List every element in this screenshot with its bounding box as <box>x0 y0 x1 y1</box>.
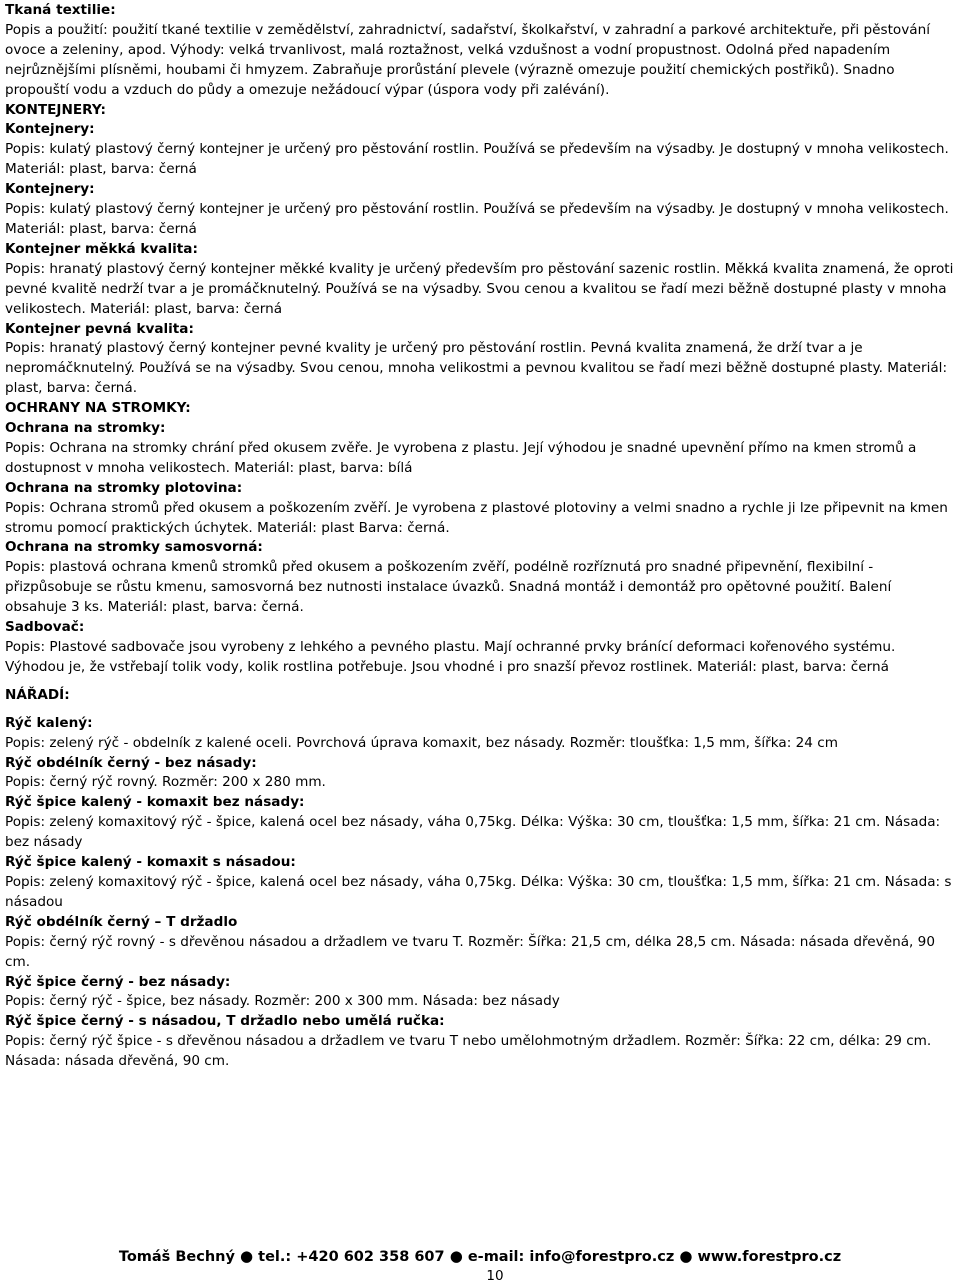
section-heading: OCHRANY NA STROMKY: <box>5 400 191 417</box>
item-description: Popis: hranatý plastový černý kontejner měkké kvality je určený především pro pěstování sazenic rostlin. Měkká kvalita znamená, že oproti pevné kvalitě nedrží tvar a je promáčknutelný. Používá se na výsadby. Svou cenou a kvalitou se řadí mezi běžně dostupné plasty v mnoha velikostech. Materiál: plast, barva: černá <box>5 260 954 317</box>
item-description: Popis: černý rýč rovný - s dřevěnou násadou a držadlem ve tvaru T. Rozměr: Šířka: 21,5 cm, délka 28,5 cm. Násada: násada dřevěná, 90 cm. <box>5 933 935 970</box>
spacer <box>5 706 957 714</box>
item-description: Popis: zelený komaxitový rýč - špice, kalená ocel bez násady, váha 0,75kg. Délka: Výška: 30 cm, tloušťka: 1,5 mm, šířka: 21 cm. Násada: s násadou <box>5 873 952 910</box>
footer-website[interactable]: www.forestpro.cz <box>697 1249 842 1265</box>
section-heading: NÁŘADÍ: <box>5 686 70 703</box>
item-description: Popis: zelený komaxitový rýč - špice, kalená ocel bez násady, váha 0,75kg. Délka: Výška: 30 cm, tloušťka: 1,5 mm, šířka: 21 cm. Násada: bez násady <box>5 814 941 851</box>
footer-phone: tel.: +420 602 358 607 <box>258 1249 445 1265</box>
item-description: Popis: kulatý plastový černý kontejner je určený pro pěstování rostlin. Používá se především na výsadby. Je dostupný v mnoha velikostech. Materiál: plast, barva: černá <box>5 141 949 178</box>
item-title: Rýč obdélník černý – T držadlo <box>5 913 238 930</box>
item-description: Popis a použití: použití tkané textilie v zemědělství, zahradnictví, sadařství, školkařství, v zahradní a parkové architektuře, při pěstování ovoce a zeleniny, apod. Výhody: velká trvanlivost, malá roztažnost, velká vzdušnost a vodní propustnost. Odolná před napadením nejrůznějšími plísněmi, houbami či hmyzem. Zabraňuje prorůstání plevele (výrazně omezuje použití chemických postřiků). Snadno propouští vodu a vzduch do půdy a omezuje nežádoucí výpar (úspora vody při zalévání). <box>5 21 930 98</box>
item-title: Rýč špice černý - s násadou, T držadlo nebo umělá ručka: <box>5 1013 445 1030</box>
item-title: Kontejner měkká kvalita: <box>5 240 198 257</box>
item-description: Popis: plastová ochrana kmenů stromků před okusem a poškozením zvěří, podélně rozříznutá pro snadné připevnění, flexibilní - přizpůsobuje se růstu kmenu, samosvorná bez nutnosti instalace úvazků. Snadná montáž i demontáž pro opětovné použití. Balení obsahuje 3 ks. Materiál: plast, barva: černá. <box>5 559 892 616</box>
page-number: 10 <box>486 1268 504 1284</box>
item-title: Kontejnery: <box>5 121 95 138</box>
footer-email[interactable]: e-mail: info@forestpro.cz <box>467 1249 675 1265</box>
item-title: Ochrana na stromky plotovina: <box>5 479 243 496</box>
section-heading: KONTEJNERY: <box>5 101 106 118</box>
item-title: Rýč kalený: <box>5 714 93 731</box>
item-description: Popis: zelený rýč - obdelník z kalené oceli. Povrchová úprava komaxit, bez násady. Rozměr: tloušťka: 1,5 mm, šířka: 24 cm <box>5 734 838 751</box>
page-footer <box>0 1246 960 1267</box>
footer-separator: ● <box>679 1247 693 1265</box>
item-title: Rýč špice kalený - komaxit s násadou: <box>5 854 296 871</box>
footer-separator: ● <box>240 1247 254 1265</box>
item-description: Popis: kulatý plastový černý kontejner je určený pro pěstování rostlin. Používá se především na výsadby. Je dostupný v mnoha velikostech. Materiál: plast, barva: černá <box>5 201 949 237</box>
item-title: Rýč špice černý - bez násady: <box>5 973 231 990</box>
item-description: Popis: černý rýč - špice, bez násady. Rozměr: 200 x 300 mm. Násada: bez násady <box>5 993 560 1010</box>
item-title: Rýč špice kalený - komaxit bez násady: <box>5 794 305 811</box>
item-description: Popis: Ochrana stromů před okusem a poškozením zvěří. Je vyrobena z plastové plotoviny a velmi snadno a rychle ji lze připevnit na kmen stromu pomocí praktických úchytek. Materiál: plast Barva: černá. <box>5 499 948 536</box>
item-title: Sadbovač: <box>5 619 85 636</box>
item-description: Popis: Plastové sadbovače jsou vyrobeny z lehkého a pevného plastu. Mají ochranné prvky bránící deformaci kořenového systému. Výhodou je, že vstřebají tolik vody, kolik rostlina potřebuje. Jsou vhodné i pro snazší převoz rostlinek. Materiál: plast, barva: černá <box>5 639 896 675</box>
item-title: Kontejnery: <box>5 181 95 198</box>
spacer <box>5 678 957 686</box>
item-title: Ochrana na stromky samosvorná: <box>5 539 263 556</box>
item-description: Popis: černý rýč rovný. Rozměr: 200 x 280 mm. <box>5 774 326 791</box>
item-description: Popis: Ochrana na stromky chrání před okusem zvěře. Je vyrobena z plastu. Její výhodou je snadné upevnění přímo na kmen stromů a dostupnost v mnoha velikostech. Materiál: plast, barva: bílá <box>5 439 917 476</box>
footer-name: Tomáš Bechný <box>118 1249 235 1265</box>
item-title: Kontejner pevná kvalita: <box>5 320 194 337</box>
item-description: Popis: černý rýč špice - s dřevěnou násadou a držadlem ve tvaru T nebo umělohmotným držadlem. Rozměr: Šířka: 22 cm, délka: 29 cm. Násada: násada dřevěná, 90 cm. <box>5 1033 932 1070</box>
document-body <box>5 1 957 1072</box>
footer-separator: ● <box>449 1247 463 1265</box>
item-title: Rýč obdélník černý - bez násady: <box>5 754 257 771</box>
item-title: Ochrana na stromky: <box>5 420 166 437</box>
item-description: Popis: hranatý plastový černý kontejner pevné kvality je určený pro pěstování rostlin. Pevná kvalita znamená, že drží tvar a je nepromáčknutelný. Používá se na výsadby. Svou cenou, mnoha velikostmi a pevnou kvalitou se řadí mezi běžně dostupné plasty. Materiál: plast, barva: černá. <box>5 340 948 397</box>
section-heading: Tkaná textilie: <box>5 2 116 18</box>
